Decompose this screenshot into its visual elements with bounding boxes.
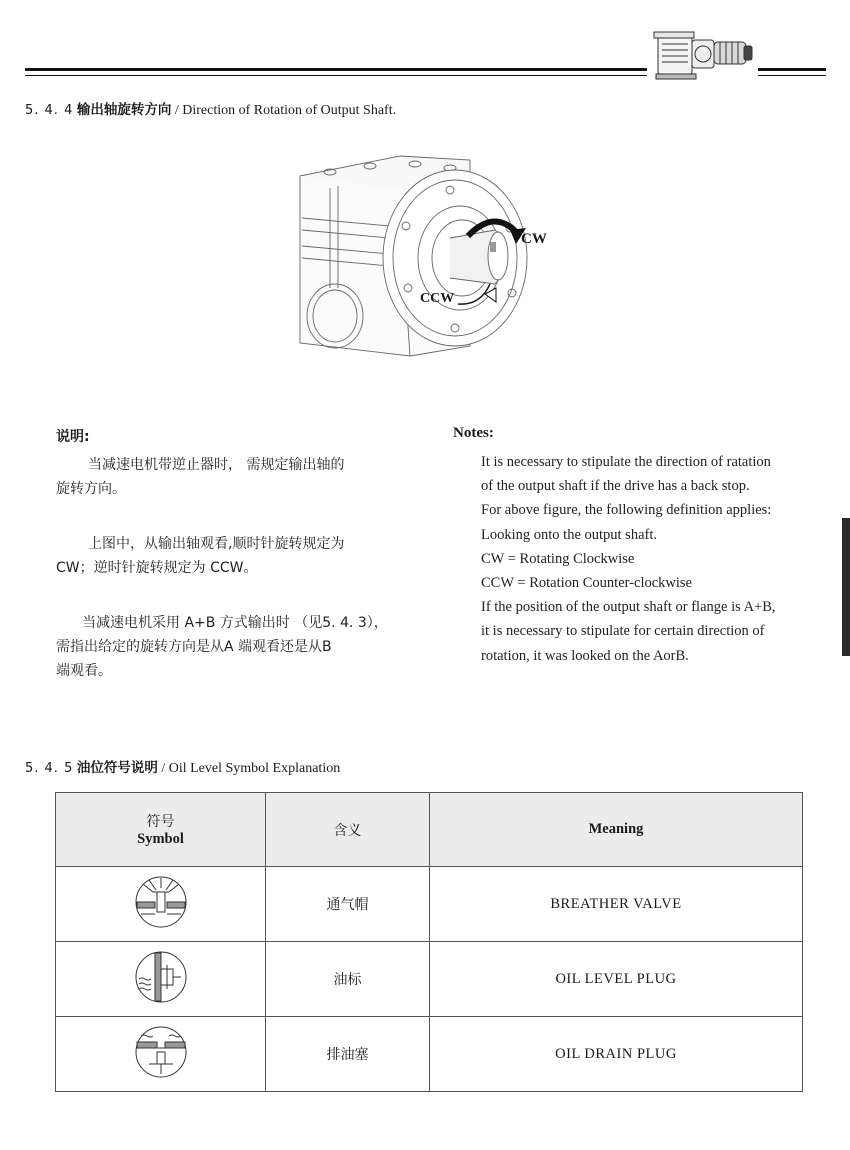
side-tab [842, 518, 850, 656]
header-rule-thin [25, 75, 647, 76]
notes-en-heading: Notes: [453, 425, 494, 441]
header-rule-right-thin [758, 75, 826, 76]
meaning-en: BREATHER VALVE [550, 896, 682, 912]
notes-en-line: For above figure, the following definition applies: [481, 502, 772, 519]
meaning-en: OIL LEVEL PLUG [555, 971, 677, 987]
meaning-zh: 通气帽 [326, 897, 369, 913]
cw-label: CW [521, 231, 547, 247]
meaning-zh-cell [266, 942, 430, 1017]
notes-en-line: If the position of the output shaft or flange is A+B, [481, 599, 776, 616]
section-number: 5. 4. 4 [25, 103, 74, 118]
section-545-title [25, 756, 340, 777]
symbol-cell [56, 867, 266, 942]
notes-zh-paragraph-2 [56, 532, 344, 580]
notes-zh-paragraph-1 [56, 453, 344, 501]
section-title-zh: 油位符号说明 [76, 760, 158, 776]
meaning-en-cell [430, 867, 803, 942]
symbol-cell [56, 942, 266, 1017]
gear-motor-logo-icon [650, 22, 758, 82]
breather-valve-icon [131, 874, 191, 930]
ccw-label: CCW [420, 291, 455, 306]
meaning-en: OIL DRAIN PLUG [555, 1046, 677, 1062]
section-title-en: / Oil Level Symbol Explanation [161, 761, 341, 776]
meaning-zh-cell [266, 1017, 430, 1092]
notes-en-line: it is necessary to stipulate for certain direction of [481, 623, 765, 640]
notes-zh-line: 需指出给定的旋转方向是从A 端观看还是从B [56, 639, 332, 655]
notes-zh-paragraph-3 [56, 611, 388, 683]
header-symbol-en: Symbol [137, 831, 184, 847]
section-number: 5. 4. 5 [25, 761, 74, 776]
notes-en-line: It is necessary to stipulate the direction of ratation [481, 454, 771, 470]
notes-en-line: CW = Rotating Clockwise [481, 550, 635, 567]
section-title-en: / Direction of Rotation of Output Shaft. [174, 103, 397, 118]
table-row [56, 942, 803, 1017]
oil-level-plug-icon [131, 949, 191, 1005]
notes-zh-heading: 说明: [56, 429, 90, 445]
table-header-row [56, 793, 803, 867]
meaning-zh-cell [266, 867, 430, 942]
notes-zh-line: 端观看。 [56, 663, 112, 679]
notes-en-line: rotation, it was looked on the AorB. [481, 647, 689, 664]
section-544-title [25, 98, 396, 119]
notes-en-body [481, 450, 776, 668]
symbol-cell [56, 1017, 266, 1092]
header-meaning-en [430, 793, 803, 867]
oil-drain-plug-icon [131, 1024, 191, 1080]
header-symbol-zh: 符号 [146, 814, 175, 830]
meaning-zh: 排油塞 [326, 1047, 369, 1063]
section-title-zh: 输出轴旋转方向 [76, 102, 172, 118]
meaning-en-cell [430, 942, 803, 1017]
notes-zh-line: 上图中，从输出轴观看,顺时针旋转规定为 [88, 536, 345, 552]
output-shaft-rotation-figure [290, 138, 560, 378]
table-row [56, 1017, 803, 1092]
meaning-en-cell [430, 1017, 803, 1092]
notes-zh-line: 当减速电机带逆止器时， 需规定输出轴的 [88, 457, 345, 473]
oil-symbol-table [55, 792, 803, 1092]
notes-en-line: Looking onto the output shaft. [481, 526, 657, 543]
meaning-zh: 油标 [333, 972, 362, 988]
notes-en-line: CCW = Rotation Counter-clockwise [481, 575, 692, 592]
header-symbol [56, 793, 266, 867]
table-row [56, 867, 803, 942]
header-meaning-zh-text: 含义 [333, 822, 362, 839]
header-meaning-en-text: Meaning [588, 821, 644, 837]
header-rule-right-thick [758, 68, 826, 71]
notes-zh-line: 旋转方向。 [56, 481, 126, 497]
notes-zh-line: CW；逆时针旋转规定为 CCW。 [56, 560, 258, 576]
header-meaning-zh [266, 793, 430, 867]
notes-en-line: of the output shaft if the drive has a back stop. [481, 478, 750, 495]
notes-zh-line: 当减速电机采用 A+B 方式输出时 （见5. 4. 3）， [82, 615, 388, 631]
header-rule-thick [25, 68, 647, 71]
